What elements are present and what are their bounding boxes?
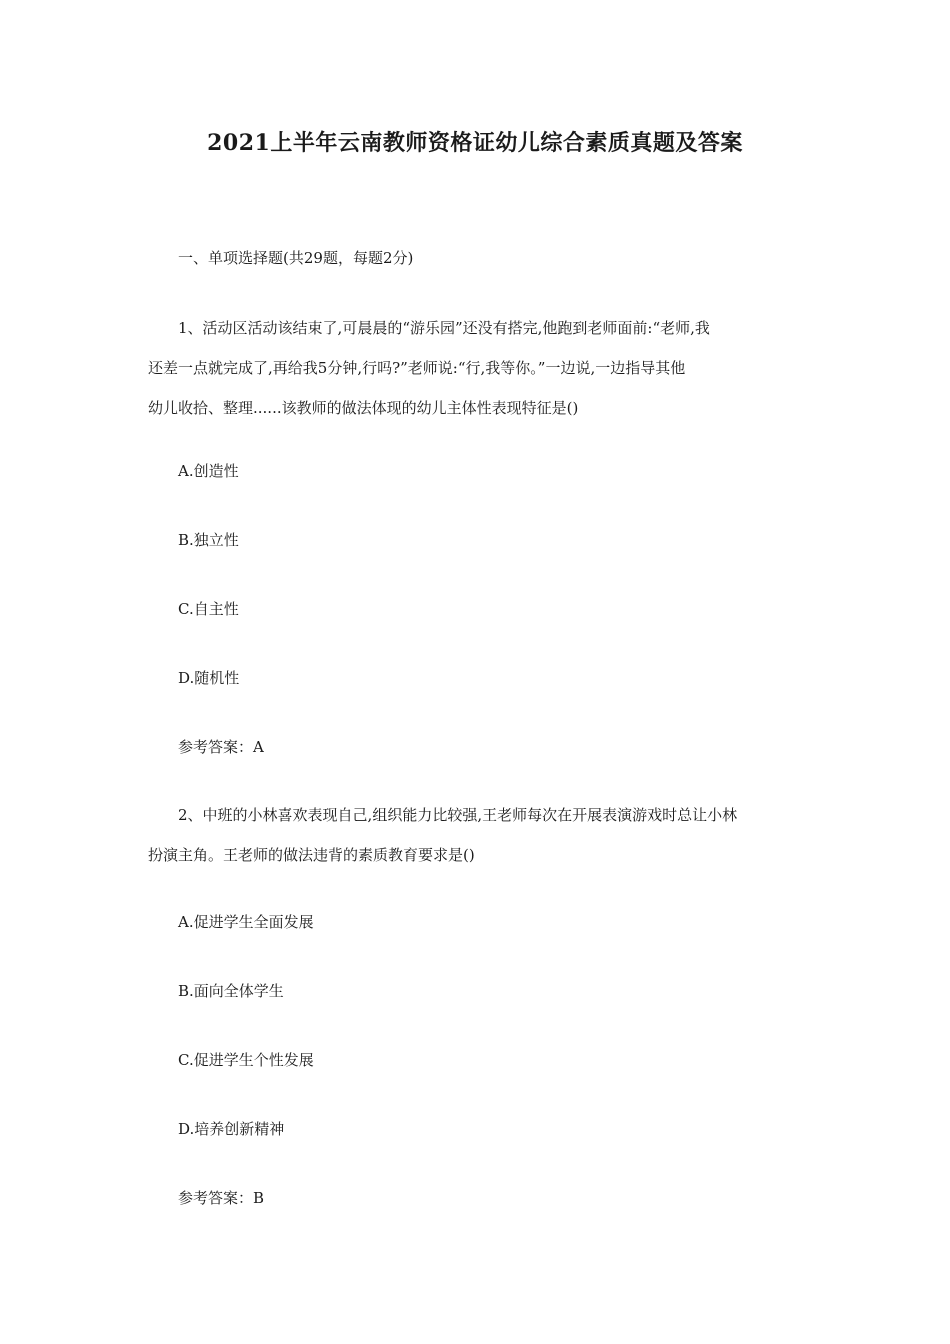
question-1-answer: 参考答案：A bbox=[178, 738, 264, 756]
question-2-answer: 参考答案：B bbox=[178, 1189, 265, 1207]
question-1-stem-line-2: 还差一点就完成了,再给我5分钟,行吗?”老师说:“行,我等你。”一边说,一边指导其他 bbox=[148, 359, 686, 377]
question-2-stem-line-2: 扮演主角。王老师的做法违背的素质教育要求是() bbox=[148, 846, 475, 864]
question-1-stem bbox=[148, 308, 810, 428]
question-2-stem bbox=[148, 795, 810, 875]
section-heading: 一、单项选择题(共29题，每题2分) bbox=[178, 249, 414, 267]
question-1-stem-line-3: 幼儿收拾、整理......该教师的做法体现的幼儿主体性表现特征是() bbox=[148, 399, 579, 417]
question-2-option-b: B.面向全体学生 bbox=[178, 982, 284, 1000]
question-2-option-d: D.培养创新精神 bbox=[178, 1120, 285, 1138]
question-2-option-a: A.促进学生全面发展 bbox=[178, 913, 314, 931]
question-1-stem-line-1: 1、活动区活动该结束了,可晨晨的“游乐园”还没有搭完,他跑到老师面前:“老师,我 bbox=[178, 319, 710, 337]
question-1-option-a: A.创造性 bbox=[178, 462, 239, 480]
question-2-option-c: C.促进学生个性发展 bbox=[178, 1051, 314, 1069]
question-1-option-c: C.自主性 bbox=[178, 600, 239, 618]
question-1-option-b: B.独立性 bbox=[178, 531, 239, 549]
question-1-option-d: D.随机性 bbox=[178, 669, 240, 687]
question-2-stem-line-1: 2、中班的小林喜欢表现自己,组织能力比较强,王老师每次在开展表演游戏时总让小林 bbox=[178, 806, 738, 824]
document-title: 2021上半年云南教师资格证幼儿综合素质真题及答案 bbox=[207, 130, 743, 156]
